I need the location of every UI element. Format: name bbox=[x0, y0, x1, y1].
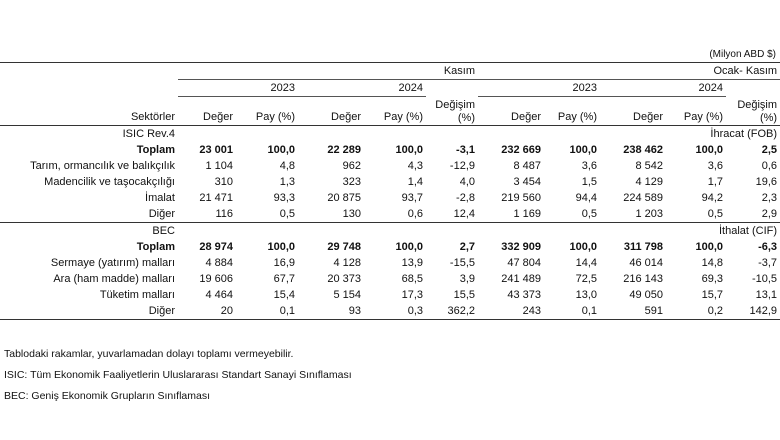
cell-value: 0,3 bbox=[364, 303, 426, 320]
cell-value: 1 169 bbox=[513, 207, 541, 220]
cell-value: 93,3 bbox=[273, 191, 295, 204]
row-label: Ara (ham madde) malları bbox=[53, 272, 175, 285]
period-header-kasim: Kasım bbox=[178, 63, 478, 80]
cell-value: 17,3 bbox=[401, 288, 423, 301]
cell-value: 46 014 bbox=[629, 256, 663, 269]
cell-value: 4 129 bbox=[635, 175, 663, 188]
table-row bbox=[0, 287, 780, 303]
cell-value: 20 bbox=[178, 303, 236, 320]
cell-value: 8 487 bbox=[513, 159, 541, 172]
cell-value: 20 373 bbox=[327, 272, 361, 285]
table-row bbox=[0, 255, 780, 271]
section-header-row bbox=[0, 125, 780, 142]
cell-value: 3,9 bbox=[459, 272, 475, 285]
cell-value: 15,7 bbox=[701, 288, 723, 301]
row-label: Tüketim malları bbox=[99, 288, 175, 301]
cell-value: 14,4 bbox=[575, 256, 597, 269]
value-column-header: Değer bbox=[331, 110, 361, 123]
year-header: 2024 bbox=[600, 80, 726, 97]
cell-value: 1,4 bbox=[407, 175, 423, 188]
cell-value: 0,1 bbox=[236, 303, 298, 320]
unit-label: (Milyon ABD $) bbox=[709, 49, 776, 60]
cell-value: -3,7 bbox=[758, 256, 778, 269]
cell-value: 116 bbox=[215, 207, 233, 220]
cell-value: 13,0 bbox=[575, 288, 597, 301]
cell-value: 2,5 bbox=[761, 143, 778, 156]
cell-value: 67,7 bbox=[273, 272, 295, 285]
cell-value: 13,9 bbox=[401, 256, 423, 269]
cell-value: 2,9 bbox=[761, 207, 778, 220]
cell-value: -10,5 bbox=[751, 272, 778, 285]
cell-value: 1 104 bbox=[205, 159, 233, 172]
cell-value: 2,7 bbox=[459, 240, 475, 253]
footnote: ISIC: Tüm Ekonomik Faaliyetlerin Uluslararası Standart Sanayi Sınıflaması bbox=[4, 369, 352, 381]
cell-value: 4 128 bbox=[333, 256, 361, 269]
row-label: Tarım, ormancılık ve balıkçılık bbox=[30, 159, 175, 172]
cell-value: 0,6 bbox=[761, 159, 778, 172]
cell-value: 100,0 bbox=[395, 143, 423, 156]
value-column-header: Değer bbox=[511, 110, 541, 123]
cell-value: 47 804 bbox=[507, 256, 541, 269]
value-column-header: Değer bbox=[633, 110, 663, 123]
change-column-header: Değişim (%) bbox=[435, 98, 475, 124]
cell-value: 0,2 bbox=[666, 303, 726, 320]
cell-value: 69,3 bbox=[701, 272, 723, 285]
period-header-ocak-kasim: Ocak- Kasım bbox=[478, 63, 780, 80]
cell-value: 4,3 bbox=[407, 159, 423, 172]
row-label: Diğer bbox=[0, 303, 178, 320]
cell-value: 5 154 bbox=[333, 288, 361, 301]
change-column-header: Değişim (%) bbox=[737, 98, 778, 124]
table-row bbox=[0, 206, 780, 223]
cell-value: 16,9 bbox=[273, 256, 295, 269]
cell-value: 19,6 bbox=[755, 175, 778, 188]
header-row-years bbox=[0, 80, 780, 97]
cell-value: 238 462 bbox=[623, 143, 663, 156]
row-label: Sermaye (yatırım) malları bbox=[50, 256, 175, 269]
cell-value: 68,5 bbox=[401, 272, 423, 285]
classification-code: ISIC Rev.4 bbox=[0, 125, 178, 142]
cell-value: 22 289 bbox=[327, 143, 361, 156]
table-row bbox=[0, 158, 780, 174]
share-column-header: Pay (%) bbox=[383, 110, 423, 123]
trade-statistics-table bbox=[0, 62, 780, 320]
cell-value: 1,7 bbox=[707, 175, 723, 188]
cell-value: 241 489 bbox=[501, 272, 541, 285]
table-row bbox=[0, 174, 780, 190]
share-column-header: Pay (%) bbox=[683, 110, 723, 123]
cell-value: 3 454 bbox=[513, 175, 541, 188]
cell-value: 224 589 bbox=[623, 191, 663, 204]
sector-column-header: Sektörler bbox=[130, 110, 175, 123]
row-label: Diğer bbox=[148, 207, 175, 220]
cell-value: 0,1 bbox=[544, 303, 600, 320]
cell-value: 13,1 bbox=[755, 288, 778, 301]
year-header: 2023 bbox=[178, 80, 298, 97]
cell-value: 15,5 bbox=[453, 288, 475, 301]
cell-value: 311 798 bbox=[623, 240, 663, 253]
cell-value: 15,4 bbox=[273, 288, 295, 301]
table-row bbox=[0, 239, 780, 255]
classification-code: BEC bbox=[0, 222, 178, 239]
cell-value: 142,9 bbox=[726, 303, 780, 320]
cell-value: 100,0 bbox=[267, 143, 295, 156]
cell-value: 4,8 bbox=[279, 159, 295, 172]
cell-value: 310 bbox=[214, 175, 233, 188]
cell-value: 21 471 bbox=[199, 191, 233, 204]
cell-value: 362,2 bbox=[426, 303, 478, 320]
footnote: BEC: Geniş Ekonomik Grupların Sınıflaması bbox=[4, 390, 210, 402]
cell-value: 4 464 bbox=[205, 288, 233, 301]
section-title: İthalat (CIF) bbox=[178, 222, 780, 239]
footnote: Tablodaki rakamlar, yuvarlamadan dolayı toplamı vermeyebilir. bbox=[4, 348, 294, 360]
cell-value: 243 bbox=[478, 303, 544, 320]
cell-value: 0,5 bbox=[707, 207, 723, 220]
cell-value: 93 bbox=[298, 303, 364, 320]
cell-value: 12,4 bbox=[453, 207, 475, 220]
cell-value: 20 875 bbox=[327, 191, 361, 204]
header-row-columns bbox=[0, 97, 780, 126]
cell-value: 219 560 bbox=[501, 191, 541, 204]
cell-value: 100,0 bbox=[695, 240, 723, 253]
share-column-header: Pay (%) bbox=[557, 110, 597, 123]
cell-value: 0,5 bbox=[279, 207, 295, 220]
cell-value: 14,8 bbox=[701, 256, 723, 269]
cell-value: 43 373 bbox=[507, 288, 541, 301]
cell-value: 100,0 bbox=[695, 143, 723, 156]
cell-value: 100,0 bbox=[395, 240, 423, 253]
table-row bbox=[0, 303, 780, 320]
cell-value: 29 748 bbox=[327, 240, 361, 253]
cell-value: -3,1 bbox=[456, 143, 475, 156]
cell-value: 1,5 bbox=[581, 175, 597, 188]
cell-value: -2,8 bbox=[456, 191, 475, 204]
cell-value: 94,4 bbox=[575, 191, 597, 204]
cell-value: 216 143 bbox=[623, 272, 663, 285]
cell-value: 23 001 bbox=[199, 143, 233, 156]
row-label: Toplam bbox=[136, 240, 175, 253]
cell-value: 100,0 bbox=[569, 240, 597, 253]
cell-value: -12,9 bbox=[449, 159, 475, 172]
header-row-period bbox=[0, 63, 780, 80]
cell-value: 591 bbox=[600, 303, 666, 320]
cell-value: 4 884 bbox=[205, 256, 233, 269]
cell-value: 0,5 bbox=[581, 207, 597, 220]
cell-value: 332 909 bbox=[501, 240, 541, 253]
value-column-header: Değer bbox=[203, 110, 233, 123]
cell-value: 232 669 bbox=[501, 143, 541, 156]
cell-value: 1,3 bbox=[279, 175, 295, 188]
cell-value: 962 bbox=[342, 159, 361, 172]
cell-value: 28 974 bbox=[199, 240, 233, 253]
cell-value: 93,7 bbox=[401, 191, 423, 204]
cell-value: 2,3 bbox=[761, 191, 778, 204]
share-column-header: Pay (%) bbox=[255, 110, 295, 123]
cell-value: 100,0 bbox=[569, 143, 597, 156]
cell-value: -6,3 bbox=[758, 240, 778, 253]
footnotes bbox=[4, 344, 352, 407]
row-label: Toplam bbox=[136, 143, 175, 156]
cell-value: -15,5 bbox=[449, 256, 475, 269]
section-header-row bbox=[0, 222, 780, 239]
row-label: İmalat bbox=[145, 191, 175, 204]
cell-value: 94,2 bbox=[701, 191, 723, 204]
cell-value: 4,0 bbox=[459, 175, 475, 188]
cell-value: 0,6 bbox=[407, 207, 423, 220]
cell-value: 3,6 bbox=[707, 159, 723, 172]
section-title: İhracat (FOB) bbox=[178, 125, 780, 142]
cell-value: 100,0 bbox=[267, 240, 295, 253]
cell-value: 130 bbox=[342, 207, 361, 220]
cell-value: 19 606 bbox=[199, 272, 233, 285]
cell-value: 8 542 bbox=[635, 159, 663, 172]
cell-value: 1 203 bbox=[635, 207, 663, 220]
cell-value: 72,5 bbox=[575, 272, 597, 285]
table-row bbox=[0, 271, 780, 287]
table-row bbox=[0, 190, 780, 206]
cell-value: 49 050 bbox=[629, 288, 663, 301]
cell-value: 323 bbox=[342, 175, 361, 188]
row-label: Madencilik ve taşocakçılığı bbox=[44, 175, 175, 188]
year-header: 2024 bbox=[298, 80, 426, 97]
year-header: 2023 bbox=[478, 80, 600, 97]
table-row bbox=[0, 142, 780, 158]
cell-value: 3,6 bbox=[581, 159, 597, 172]
